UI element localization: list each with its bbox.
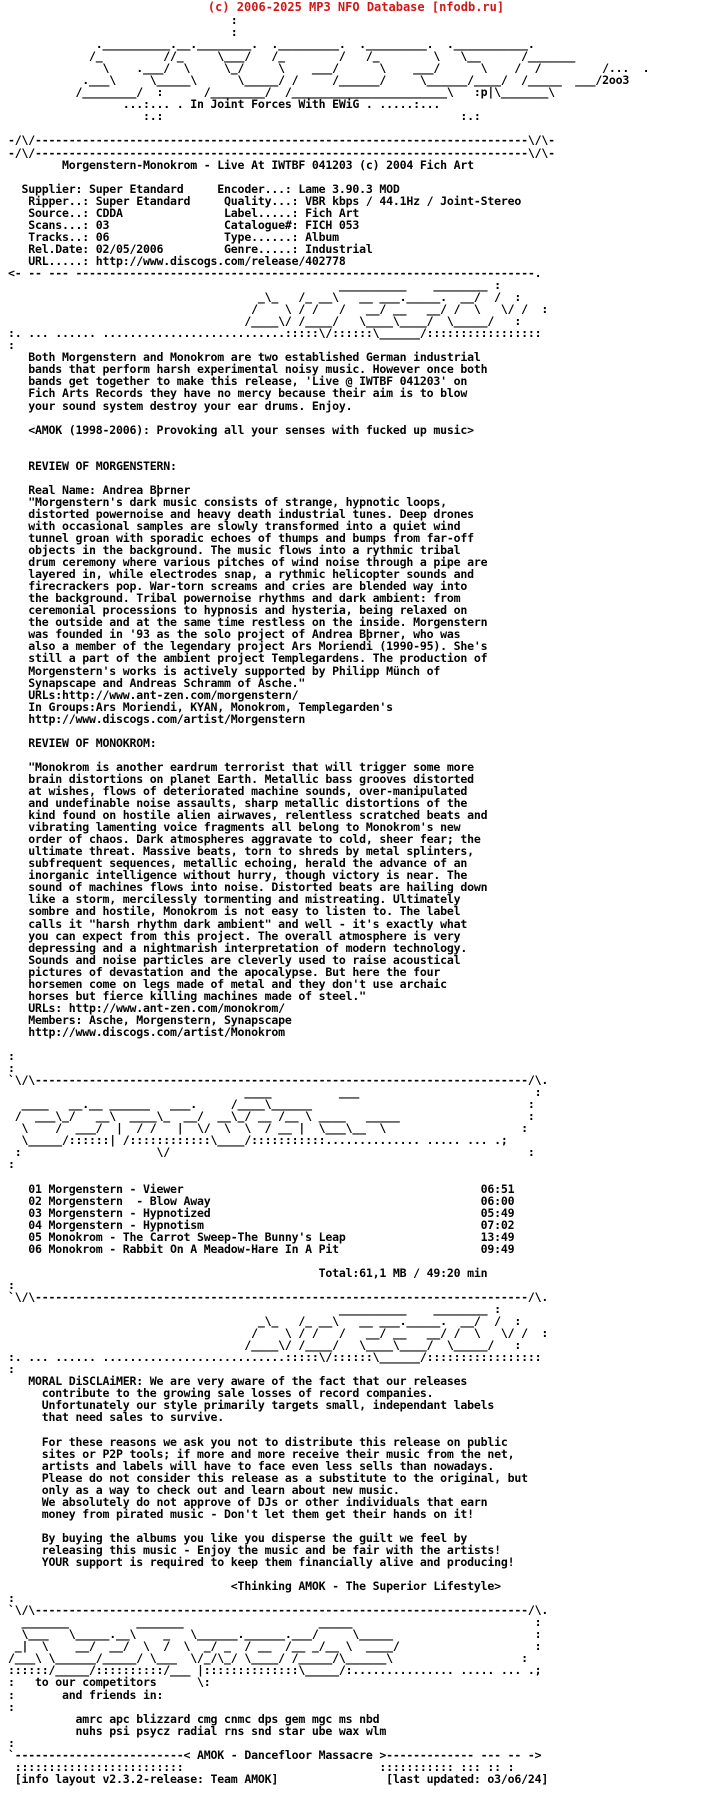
nfodb-header-link[interactable]: (c) 2006-2025 MP3 NFO Database [nfodb.ru] — [207, 0, 505, 14]
nfo-text-block: : : .__________.__.________. ._________. ._________. .___________. /_ //_ \___/ /_ / /_ \ \__ /_______ \ .___/ \ \_/ \ ___/ \ ___/ \ / / /... . .___\ \_____\ \_____/ / /______/ \______/____/ /_____ ___/2oo3 /________/ : /________/ /_______________________\ :p|\_______\ ...:... . In Joint Forces With EWiG . .....:... :.: :.: -/\/-------------------------------------------------------------------------\/\- -/\/-------------------------------------------------------------------------\/\- Morgenstern-Monokrom - Live At IWTBF 041203 (c) 2004 Fich Art Supplier: Super Etandard Encoder...: Lame 3.90.3 MOD Ripper..: Super Etandard Quality...: VBR kbps / 44.1Hz / Joint-Stereo Source..: CDDA Label.....: Fich Art Scans...: 03 Catalogue#: FICH 053 Tracks..: 06 Type......: Album Rel.Date: 02/05/2006 Genre.....: Industrial URL.....: http://www.discogs.com/release/402778 <- -- --- --------------------------------------------------------------------. __________ ________ : _\_ /_ __\ __ ___._____. __/ / : / \ / / / __/ __ __/ / \ \/ / : /____\/ /____/ \____\____/ \_____/ : :. ... ...... ...........................:::::\/::::::\______/::::::::::::::::: : Both Morgenstern and Monokrom are two established German industrial bands that perform harsh experimental noisy music. However once both bands get together to make this release, 'Live @ IWTBF 041203' on Fich Arts Records they have no mercy because their aim is to blow your sound system destroy your ear drums. Enjoy. <AMOK (1998-2006): Provoking all your senses with fucked up music> REVIEW OF MORGENSTERN: Real Name: Andrea Bþrner "Morgenstern's dark music consists of strange, hypnotic loops, distorted powernoise and heavy death industrial tunes. Deep drones with occasional samples are slowly transformed into a quiet wind tunnel groan with sporadic echoes of thumps and bumps from far-off objects in the background. The music flows into a rythmic tribal drum ceremony where various pitches of wind noise through a pipe are layered in, while electrodes snap, a rythmic helicopter sounds and firecrackers pop. War-torn screams and cries are blended way into the background. Tribal powernoise rhythms and dark ambient: from ceremonial processions to hypnosis and hysteria, being relaxed on the outside and at the same time restless on the inside. Morgenstern was founded in '93 as the solo project of Andrea Bþrner, who was also a member of the legendary project Ars Moriendi (1990-95). She's still a part of the ambient project Templegardens. The production of Morgenstern's works is actively supported by Philipp Münch of Synapscape and Andreas Schramm of Asche." URLs:http://www.ant-zen.com/morgenstern/ In Groups:Ars Moriendi, KYAN, Monokrom, Templegarden's http://www.discogs.com/artist/Morgenstern REVIEW OF MONOKROM: "Monokrom is another eardrum terrorist that will trigger some more brain distortions on planet Earth. Metallic bass grooves distorted at wishes, flows of deteriorated machine sounds, over-manipulated and undefinable noise assaults, sharp metallic distortions of the kind found on hostile alien airwaves, relentless scratched beats and vibrating lamenting voice fragments all belong to Monokrom's new order of chaos. Dark atmospheres aggravate to cold, sheer fear; the ultimate threat. Massive beats, torn to shreds by metal splinters, subfrequent sequences, metallic echoing, herald the advance of an inorganic intelligence without hurry, though victory is near. The sound of machines flows into noise. Distorted beats are hailing down like a storm, mercilessly tormenting and mistreating. Ultimately sombre and hostile, Monokrom is not easy to listen to. The label calls it "harsh rhythm dark ambient" and well - it's exactly what you can expect from this project. The overall atmosphere is very depressing and a nightmarish interpretation of modern technology. Sounds and noise particles are cleverly used to raise acoustical pictures of devastation and the apocalypse. But here the four horsemen come on legs made of metal and they don't use archaic horses but fierce killing machines made of steel." URLs: http://www.ant-zen.com/monokrom/ Members: Asche, Morgenstern, Synapscape http://www.discogs.com/artist/Monokrom : : `\/\-------------------------------------------------------------------------/\. ____ ___ : ____ __.__ ______ ___. /____\______ : / ___\_/ __\ ____\_ __/ __\_/ __ /__ \ ____ _____ : \ / ___/ | / / | \/ \ \ / __ | \___\__ \ : \_____/::::::| /::::::::::::\____/:::::::::::.............. ..... ... .; : \/ : : 01 Morgenstern - Viewer 06:51 02 Morgenstern - Blow Away 06:00 03 Morgenstern - Hypnotized 05:49 04 Morgenstern - Hypnotism 07:02 05 Monokrom - The Carrot Sweep-The Bunny's Leap 13:49 06 Monokrom - Rabbit On A Meadow-Hare In A Pit 09:49 Total:61,1 MB / 49:20 min : `\/\-------------------------------------------------------------------------/\. __________ ________ : _\_ /_ __\ __ ___._____. __/ / : / \ / / / __/ __ __/ / \ \/ / : /____\/ /____/ \____\____/ \_____/ : :. ... ...... ...........................:::::\/::::::\______/::::::::::::::::: : MORAL DiSCLAiMER: We are very aware of the fact that our releases contribute to the growing sale losses of record companies. Unfortunately our style primarily targets small, independant labels that need sales to survive. For these reasons we ask you not to distribute this release on public sites or P2P tools; if more and more receive their music from the net, artists and labels will have to face even less sells than nowadays. Please do not consider this release as a substitute to the original, but only as a way to check out and learn about new music. We absolutely do not approve of DJs or other individuals that earn money from pirated music - Don't let them get their hands on it! By buying the albums you like you disperse the guilt we feel by releasing this music - Enjoy the music and be fair with the artists! YOUR support is required to keep them financially alive and producing! <Thinking AMOK - The Superior Lifestyle> : `\/\-------------------------------------------------------------------------/\. _______ _______ _____ : \___ \_____.__\ _ \______.______.___/ \_____ : _| \ __/ __/ \ / \ _/ _ / __ /__ _/__ \ ____/ : /___\ \______/_____/ \___ \/_/\_/ \____/ /_____/\______\ : ::::::/_____/::::::::::/___ |::::::::::::::\_____/:............... ..... ... .; : to our competitors \: : and friends in: : amrc apc blizzard cmg cnmc dps gem mgc ms nbd nuhs psi psycz radial rns snd star ube wax wlm : `-------------------------< AMOK - Dancefloor Massacre >------------- --- -- -> ::::::::::::::::::::::::: ::::::::::: ::: :: : [info layout v2.3.2-release: Team AMOK] [last updated: o3/o6/24] — [8, 13, 650, 1786]
